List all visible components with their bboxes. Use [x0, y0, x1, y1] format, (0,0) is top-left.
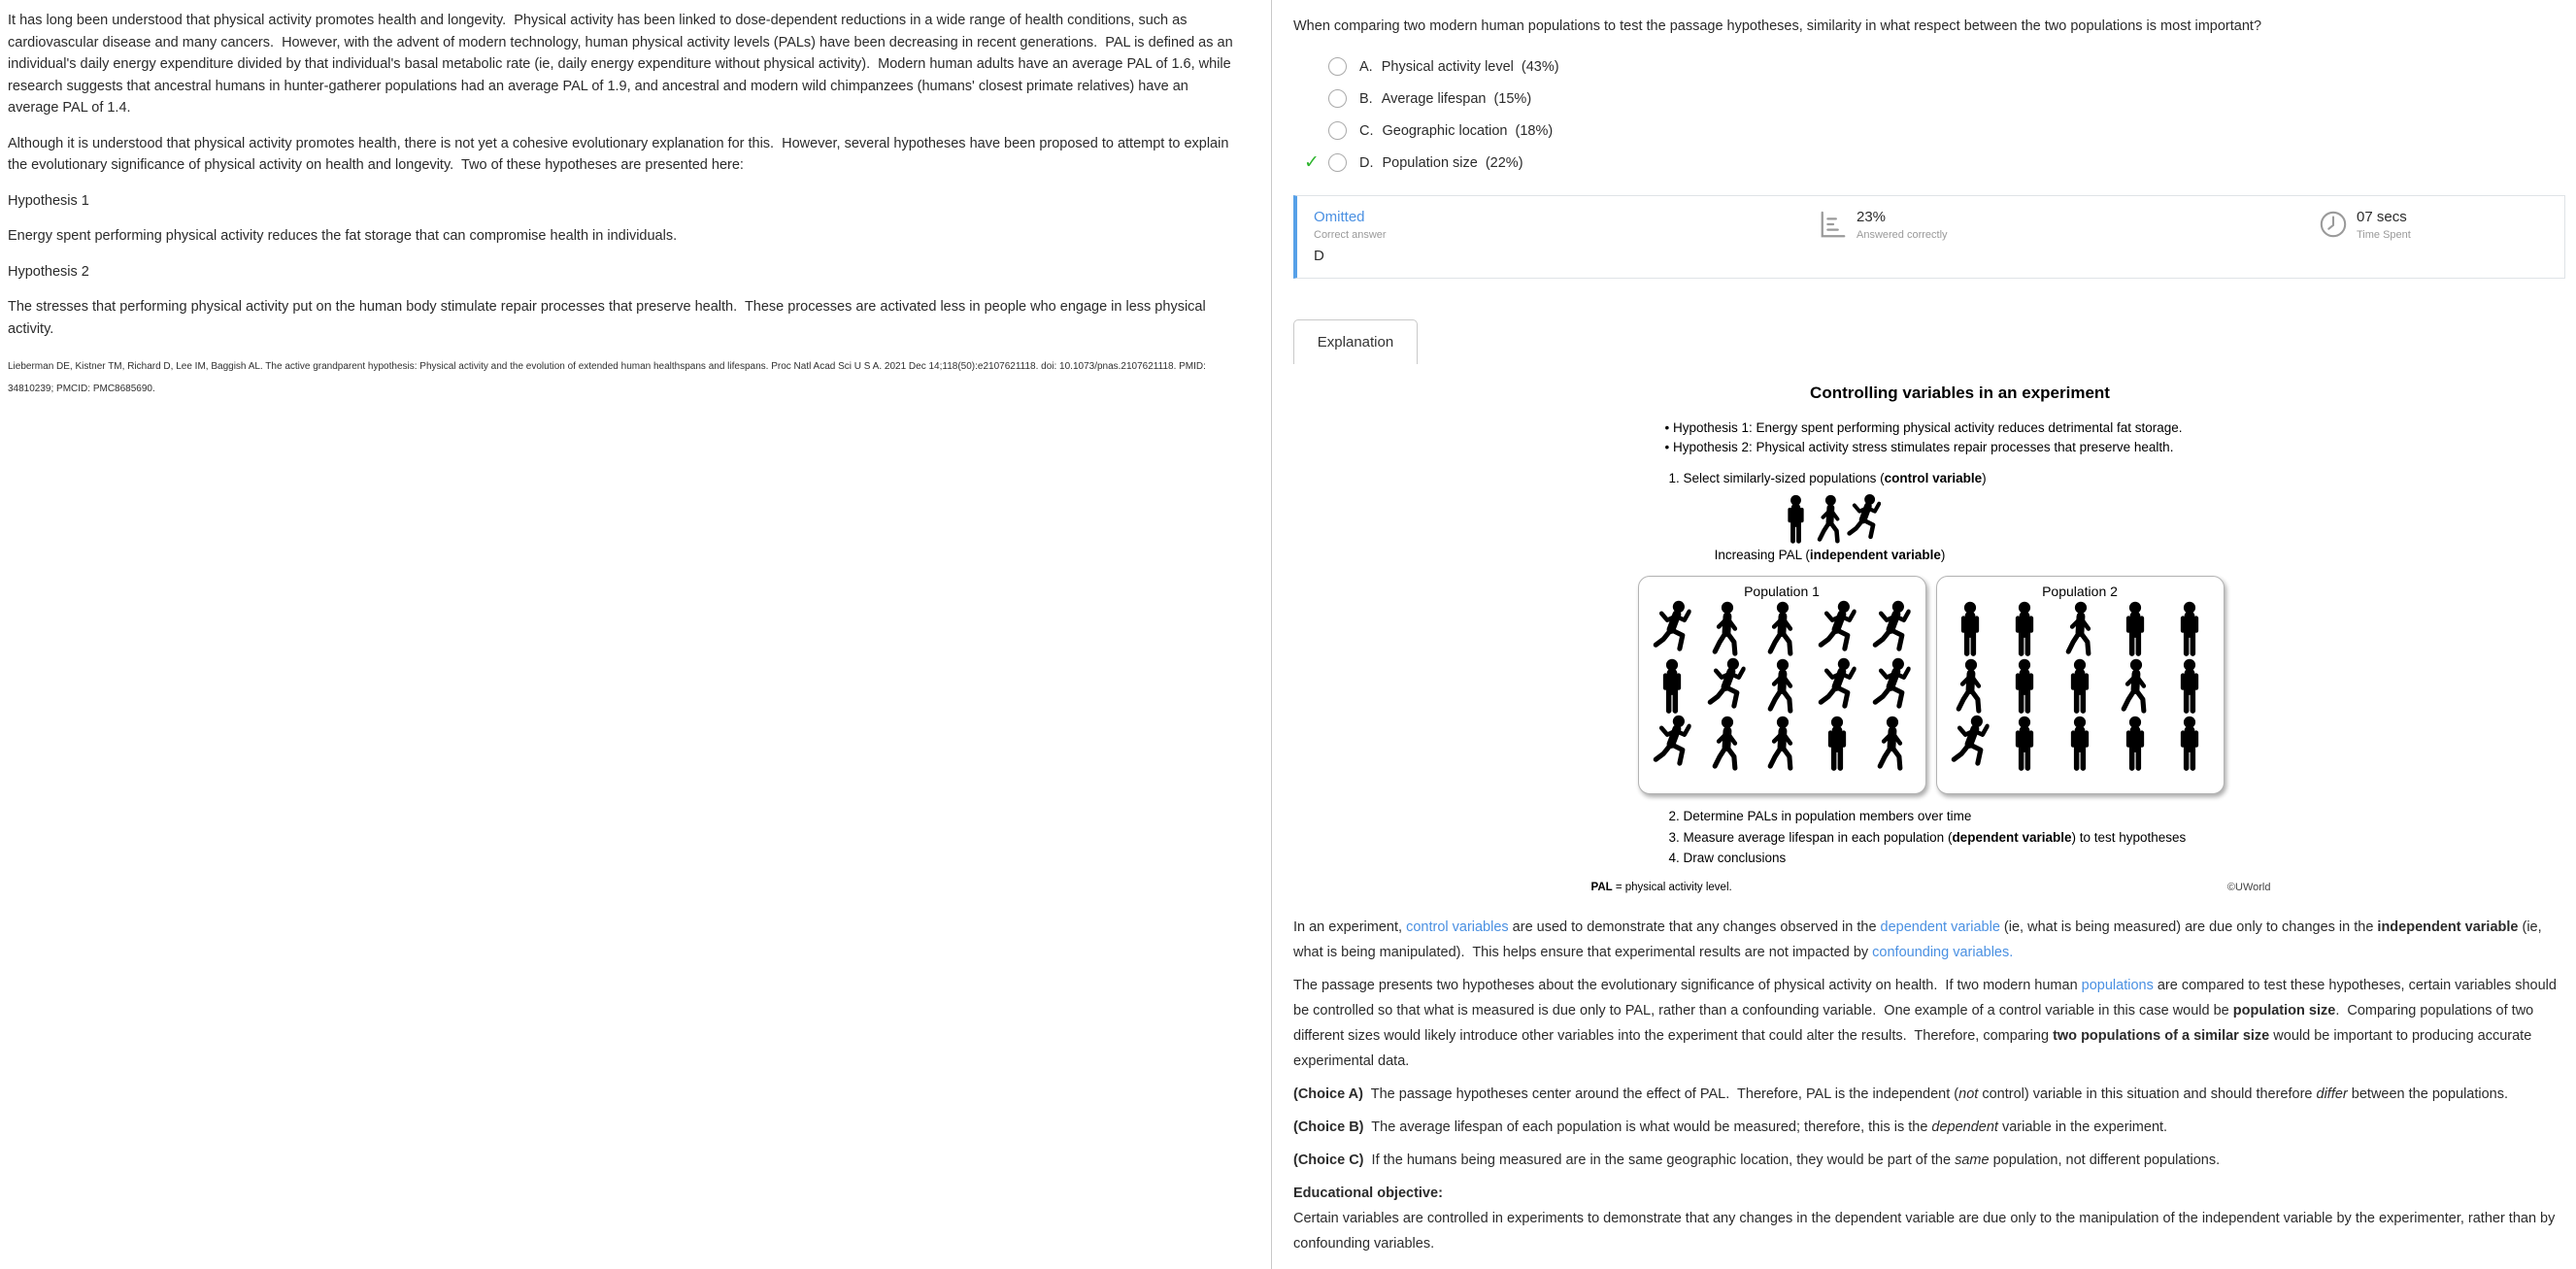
- figure-hypothesis-1: • Hypothesis 1: Energy spent performing physical activity reduces detrimental fat storage.: [1664, 420, 2183, 435]
- result-status-column: [1314, 209, 1819, 264]
- stand-person-icon: [2114, 715, 2157, 772]
- choice-percent: (22%): [1485, 154, 1523, 171]
- increasing-pal-block: [1704, 493, 1957, 562]
- population-1-grid: [1645, 600, 1920, 772]
- correct-answer-value: D: [1314, 248, 1324, 264]
- walk-person-icon: [1705, 600, 1748, 657]
- stand-person-icon: [2003, 715, 2046, 772]
- text-segment: PAL: [1590, 881, 1613, 893]
- person-row: [1943, 600, 2218, 657]
- time-value: 07 secs: [2357, 209, 2407, 225]
- figure-footer: [1591, 882, 2271, 893]
- radio-button[interactable]: [1328, 121, 1347, 140]
- text-segment: ): [1940, 548, 1946, 562]
- walk-person-icon: [1949, 657, 1991, 715]
- text-segment: control) variable in this situation and should therefore: [1978, 1085, 2317, 1102]
- text-segment: . Comparing populations of two different sizes would likely introduce other variables into the experiment that could alter the results. Therefore, comparing: [1293, 1002, 2538, 1044]
- answered-correctly-column: [1819, 209, 2319, 241]
- walk-person-icon: [2058, 600, 2101, 657]
- figure-title: Controlling variables in an experiment: [1810, 384, 2110, 402]
- text-segment: are compared to test these hypotheses, certain variables should be controlled so that what is measured is due only to PAL, rather than a confounding variable. One example of a control variable in this case would be: [1293, 977, 2560, 1019]
- figure-step-4: [1669, 849, 2271, 869]
- choice-b-explanation: [1293, 1115, 2559, 1140]
- inline-link[interactable]: confounding variables.: [1872, 944, 2014, 960]
- walk-person-icon: [1760, 657, 1803, 715]
- walk-person-icon: [1870, 715, 1913, 772]
- choice-label: [1359, 123, 1553, 139]
- choice-text: Population size: [1382, 154, 1478, 171]
- choice-label: [1359, 91, 1531, 107]
- stand-person-icon: [2003, 600, 2046, 657]
- choice-a[interactable]: [1293, 50, 2568, 83]
- text-segment: (ie, what is being manipulated). This helps ensure that experimental results are not impacted by: [1293, 918, 2546, 960]
- walk-person-icon: [1760, 715, 1803, 772]
- text-segment: 4. Draw conclusions: [1668, 851, 1787, 865]
- text-segment: ) to test hypotheses: [2071, 829, 2187, 845]
- explanation-text: [1293, 915, 2568, 1256]
- text-segment: (ie, what is being measured) are due only to changes in the: [1999, 918, 2378, 935]
- text-segment: dependent variable: [1952, 829, 2072, 845]
- time-spent-column: [2319, 209, 2411, 241]
- text-segment: (Choice B): [1293, 1119, 1364, 1135]
- stand-person-icon: [2114, 600, 2157, 657]
- stand-person-icon: [2058, 715, 2101, 772]
- choice-c-explanation: [1293, 1148, 2559, 1173]
- text-segment: 3. Measure average lifespan in each population (: [1668, 829, 1953, 845]
- choice-text: Average lifespan: [1381, 90, 1487, 107]
- text-segment: The passage presents two hypotheses about the evolutionary significance of physical activity on health. If two modern human: [1293, 977, 2082, 993]
- person-row: [1645, 600, 1920, 657]
- inline-link[interactable]: populations: [2081, 977, 2154, 993]
- text-segment: Increasing PAL (: [1714, 548, 1810, 562]
- stand-person-icon: [2168, 715, 2211, 772]
- text-segment: two populations of a similar size: [2053, 1027, 2270, 1044]
- text-segment: variable in the experiment.: [1997, 1119, 2168, 1135]
- stand-person-icon: [2168, 657, 2211, 715]
- status-omitted: Omitted: [1314, 209, 1365, 225]
- passage-paragraph: It has long been understood that physical activity promotes health and longevity. Physical activity has been linked to dose-dependent reductions in a wide range of health conditions, such as cardiovascular disease and many cancers. However, with the advent of modern technology, human physical activity levels (PALs) have been decreasing in recent generations. PAL is defined as an individual's daily energy expenditure divided by that individual's basal metabolic rate (ie, daily energy expenditure without physical activity). Modern human adults have an average PAL of 1.6, while research suggests that ancestral humans in hunter-gatherer populations had an average PAL of 1.9, and ancestral and modern wild chimpanzees (humans' closest primate relatives) have an average PAL of 1.4.: [8, 13, 1237, 116]
- text-segment: 2. Determine PALs in population members over time: [1668, 809, 1972, 823]
- population-2-grid: [1943, 600, 2218, 772]
- figure-footnote: [1591, 882, 1732, 893]
- answered-label: Answered correctly: [1857, 229, 1948, 241]
- radio-button[interactable]: [1328, 153, 1347, 172]
- hypothesis-1-heading: Hypothesis 1: [8, 192, 89, 209]
- stand-person-icon: [1651, 657, 1693, 715]
- choice-d[interactable]: [1293, 147, 2568, 179]
- text-segment: control variable: [1884, 471, 1983, 485]
- population-1-title: Population 1: [1744, 584, 1820, 599]
- text-segment: same: [1955, 1152, 1990, 1168]
- figure-step-1: [1669, 471, 2271, 485]
- population-1-box: [1638, 576, 1926, 794]
- run-person-icon: [1651, 715, 1693, 772]
- population-2-box: [1936, 576, 2225, 794]
- text-segment: between the populations.: [2347, 1085, 2509, 1102]
- text-segment: (Choice C): [1293, 1152, 1364, 1168]
- choice-c[interactable]: [1293, 115, 2568, 147]
- answered-correctly-stat: [1857, 209, 1948, 241]
- text-segment: independent variable: [2377, 918, 2519, 935]
- figure-step-3: [1669, 828, 2271, 849]
- walk-person-icon: [2114, 657, 2157, 715]
- uworld-credit: ©UWorld: [2226, 881, 2271, 893]
- time-spent-stat: [2357, 209, 2411, 241]
- text-segment: ): [1982, 471, 1987, 485]
- figure-hypothesis-2: • Hypothesis 2: Physical activity stress stimulates repair processes that preserve health.: [1664, 439, 2174, 454]
- run-person-icon: [1705, 657, 1748, 715]
- explanation-figure: [1591, 384, 2271, 893]
- text-segment: independent variable: [1809, 548, 1941, 562]
- population-boxes: [1591, 576, 2271, 794]
- text-segment: not: [1958, 1085, 1979, 1102]
- run-person-icon: [1949, 715, 1991, 772]
- stand-person-icon: [2058, 657, 2101, 715]
- choice-percent: (18%): [1515, 122, 1554, 139]
- choice-letter: B.: [1359, 90, 1373, 107]
- passage-panel: [0, 0, 1271, 1269]
- correct-answer-label: Correct answer: [1314, 229, 1387, 241]
- choice-percent: (15%): [1493, 90, 1532, 107]
- run-person-icon: [1870, 600, 1913, 657]
- person-row: [1779, 493, 1881, 545]
- text-segment: = physical activity level.: [1612, 881, 1732, 893]
- question-panel: [1272, 0, 2576, 1269]
- radio-button[interactable]: [1328, 89, 1347, 108]
- person-row: [1943, 715, 2218, 772]
- choice-b[interactable]: [1293, 83, 2568, 115]
- text-segment: In an experiment,: [1293, 918, 1407, 935]
- stand-person-icon: [1816, 715, 1858, 772]
- run-person-icon: [1847, 493, 1881, 545]
- text-segment: If the humans being measured are in the same geographic location, they would be part of the: [1363, 1152, 1956, 1168]
- time-label: Time Spent: [2357, 229, 2411, 241]
- run-person-icon: [1651, 600, 1693, 657]
- educational-objective-body: Certain variables are controlled in experiments to demonstrate that any changes in the dependent variable are due only to the manipulation of the independent variable by the experimenter, rather than by confounding variables.: [1293, 1210, 2559, 1252]
- text-segment: are used to demonstrate that any changes observed in the: [1508, 918, 1881, 935]
- question-text: When comparing two modern human populations to test the passage hypotheses, similarity in what respect between the two populations is most important?: [1293, 18, 2262, 34]
- radio-button[interactable]: [1328, 57, 1347, 76]
- explanation-paragraph: [1293, 973, 2559, 1074]
- choice-letter: A.: [1359, 58, 1373, 75]
- choice-letter: D.: [1359, 154, 1374, 171]
- run-person-icon: [1870, 657, 1913, 715]
- choice-percent: (43%): [1521, 58, 1559, 75]
- stand-person-icon: [1949, 600, 1991, 657]
- choices-list: [1293, 50, 2568, 179]
- stand-person-icon: [2003, 657, 2046, 715]
- choice-label: [1359, 155, 1523, 171]
- text-segment: population size: [2232, 1002, 2336, 1019]
- passage-paragraph: Although it is understood that physical activity promotes health, there is not yet a cohesive evolutionary explanation for this. However, several hypotheses have been proposed to attempt to explain the evolutionary significance of physical activity on health and longevity. Two of these hypotheses are presented here:: [8, 135, 1233, 173]
- result-summary-box: [1293, 195, 2565, 279]
- text-segment: would be important to producing accurate experimental data.: [1293, 1027, 2536, 1069]
- stand-person-icon: [2168, 600, 2211, 657]
- clock-icon: [2319, 209, 2348, 240]
- inline-link[interactable]: control variables: [1406, 918, 1509, 935]
- tab-explanation[interactable]: Explanation: [1293, 319, 1418, 364]
- choice-a-explanation: [1293, 1082, 2559, 1107]
- choice-text: Physical activity level: [1381, 58, 1514, 75]
- text-segment: differ: [2316, 1085, 2348, 1102]
- correct-check-icon: ✓: [1304, 152, 1320, 173]
- text-segment: The passage hypotheses center around the effect of PAL. Therefore, PAL is the independent (: [1362, 1085, 1959, 1102]
- text-segment: dependent: [1931, 1119, 1998, 1135]
- pal-person-icons: [1704, 493, 1957, 545]
- answered-percent: 23%: [1857, 209, 1887, 225]
- person-row: [1645, 657, 1920, 715]
- text-segment: (Choice A): [1293, 1085, 1363, 1102]
- run-person-icon: [1816, 600, 1858, 657]
- text-segment: population, not different populations.: [1989, 1152, 2221, 1168]
- passage-citation: Lieberman DE, Kistner TM, Richard D, Lee IM, Baggish AL. The active grandparent hypothesis: Physical activity and the evolution of extended human healthspans and lifespans. Proc Natl Acad Sci U S A. 2021 Dec 14;118(50):e2107621118. doi: 10.1073/pnas.2107621118. PMID: 34810239; PMCID: PMC8685690.: [8, 361, 1209, 394]
- inline-link[interactable]: dependent variable: [1880, 918, 2000, 935]
- stand-person-icon: [1779, 493, 1813, 545]
- person-row: [1943, 657, 2218, 715]
- hypothesis-2-text: The stresses that performing physical activity put on the human body stimulate repair processes that preserve health. These processes are activated less in people who engage in less physical activity.: [8, 299, 1210, 337]
- hypothesis-2-heading: Hypothesis 2: [8, 263, 89, 280]
- figure-hypotheses: [1665, 418, 2271, 456]
- walk-person-icon: [1813, 493, 1847, 545]
- educational-objective-heading: Educational objective:: [1293, 1185, 1443, 1201]
- population-2-title: Population 2: [2042, 584, 2118, 599]
- text-segment: The average lifespan of each population is what would be measured; therefore, this is the: [1363, 1119, 1932, 1135]
- choice-text: Geographic location: [1382, 122, 1508, 139]
- choice-letter: C.: [1359, 122, 1374, 139]
- figure-step-2: [1669, 807, 2271, 827]
- text-segment: 1. Select similarly-sized populations (: [1668, 471, 1885, 485]
- walk-person-icon: [1760, 600, 1803, 657]
- bar-chart-icon: [1819, 209, 1848, 240]
- choice-label: [1359, 59, 1559, 75]
- figure-steps: [1669, 807, 2271, 869]
- hypothesis-1-text: Energy spent performing physical activity reduces the fat storage that can compromise health in individuals.: [8, 228, 678, 244]
- walk-person-icon: [1705, 715, 1748, 772]
- run-person-icon: [1816, 657, 1858, 715]
- increasing-pal-label: [1704, 548, 1957, 562]
- person-row: [1645, 715, 1920, 772]
- explanation-paragraph: [1293, 915, 2559, 965]
